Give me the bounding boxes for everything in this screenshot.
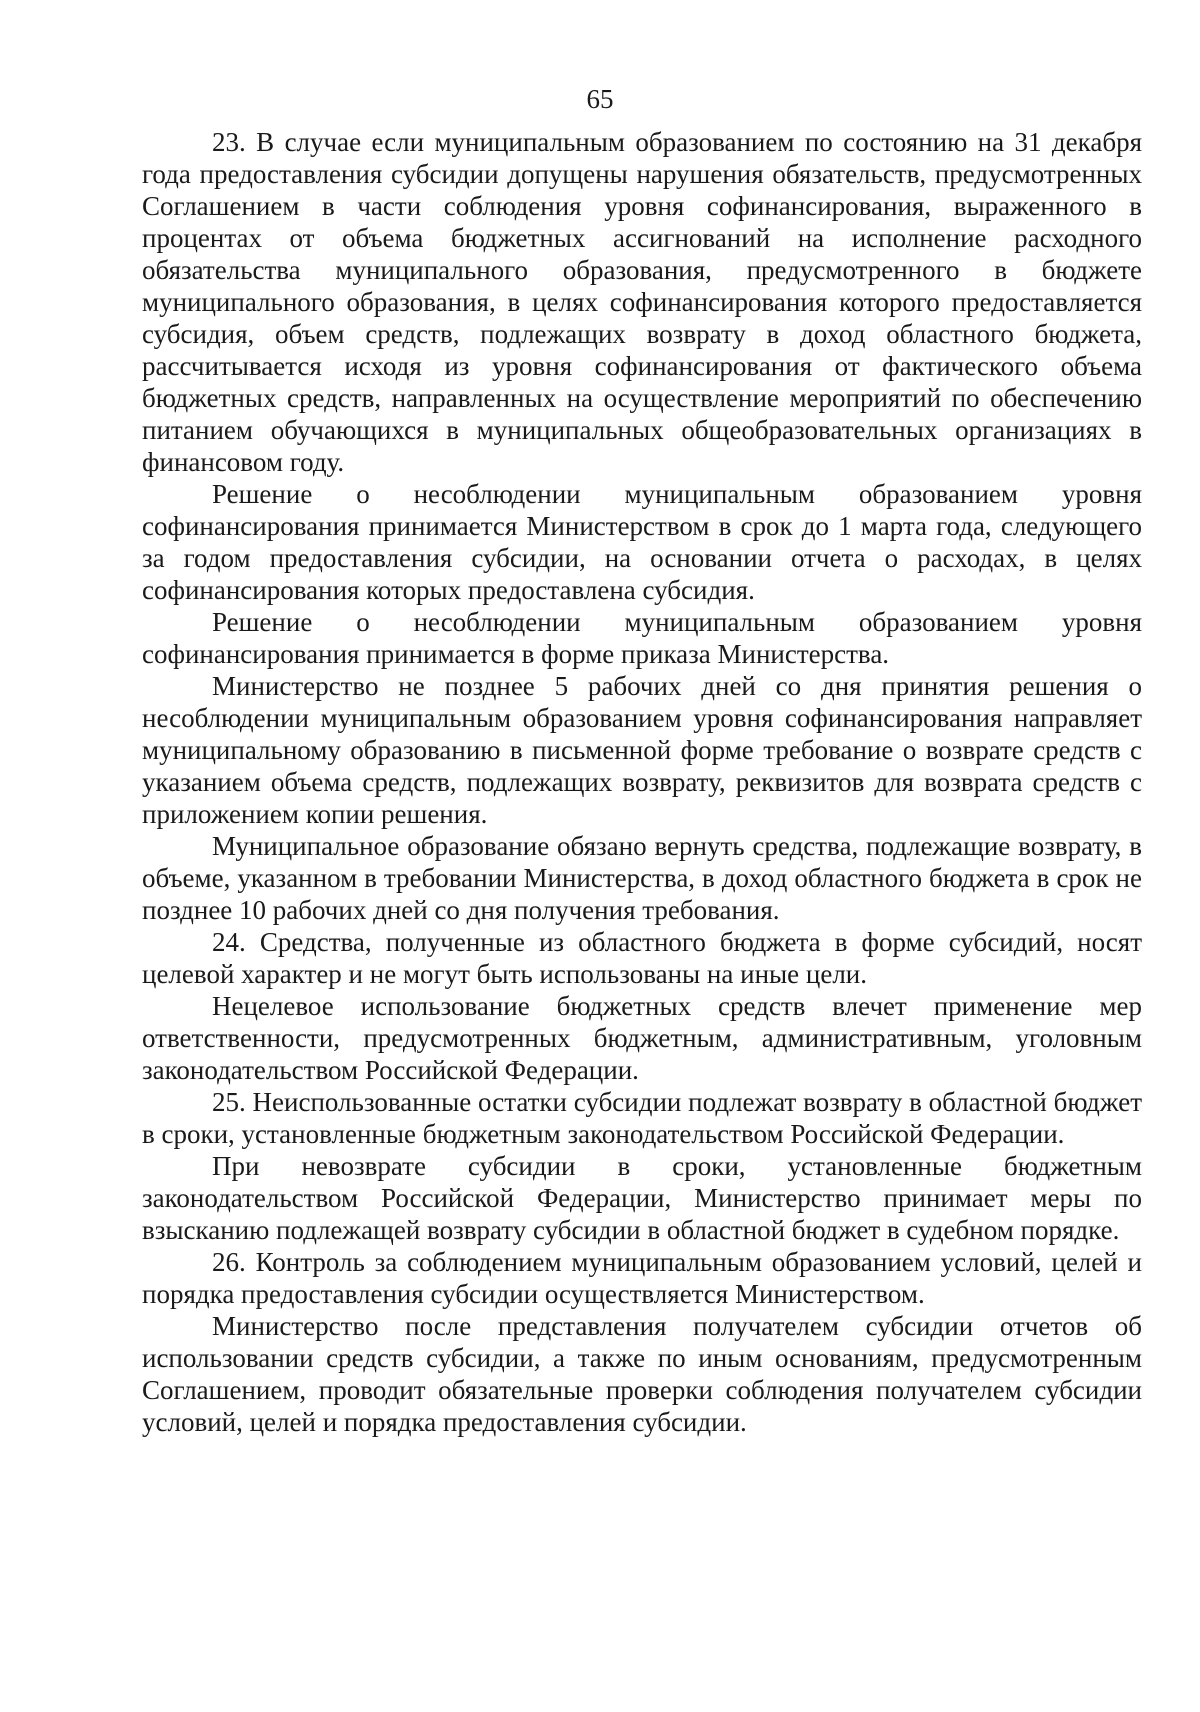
paragraph-25: 25. Неиспользованные остатки субсидии подлежат возврату в областной бюджет в сроки, установленные бюджетным законодательством Российской Федерации. [142,1087,1142,1149]
page-number: 65 [586,84,614,114]
paragraph-decision-noncompliance: Решение о несоблюдении муниципальным образованием уровня софинансирования принимается Министерством в срок до 1 марта года, следующего за годом предоставления субсидии, на основании отчета о расходах, в целях софинансирования которых предоставлена субсидия. [142,479,1142,605]
paragraph-municipal-return: Муниципальное образование обязано вернуть средства, подлежащие возврату, в объеме, указанном в требовании Министерства, в доход областного бюджета в срок не позднее 10 рабочих дней со дня получения требования. [142,831,1142,925]
paragraph-23: 23. В случае если муниципальным образованием по состоянию на 31 декабря года предоставления субсидии допущены нарушения обязательств, предусмотренных Соглашением в части соблюдения уровня софинансирования, выраженного в процентах от объема бюджетных ассигнований на исполнение расходного обязательства муниципального образования, предусмотренного в бюджете муниципального образования, в целях софинансирования которого предоставляется субсидия, объем средств, подлежащих возврату в доход областного бюджета, рассчитывается исходя из уровня софинансирования от фактического объема бюджетных средств, направленных на осуществление мероприятий по обеспечению питанием обучающихся в муниципальных общеобразовательных организациях в финансовом году. [142,127,1142,477]
paragraph-misuse-liability: Нецелевое использование бюджетных средств влечет применение мер ответственности, предусмотренных бюджетным, административным, уголовным законодательством Российской Федерации. [142,991,1142,1085]
paragraph-non-return-measures: При невозврате субсидии в сроки, установленные бюджетным законодательством Российской Федерации, Министерство принимает меры по взысканию подлежащей возврату субсидии в областной бюджет в судебном порядке. [142,1151,1142,1245]
document-body [142,126,1142,1438]
paragraph-ministry-requirement: Министерство не позднее 5 рабочих дней со дня принятия решения о несоблюдении муниципальным образованием уровня софинансирования направляет муниципальному образованию в письменной форме требование о возврате средств с указанием объема средств, подлежащих возврату, реквизитов для возврата средств с приложением копии решения. [142,671,1142,829]
paragraph-26: 26. Контроль за соблюдением муниципальным образованием условий, целей и порядка предоставления субсидии осуществляется Министерством. [142,1247,1142,1309]
paragraph-ministry-inspections: Министерство после представления получателем субсидии отчетов об использовании средств субсидии, а также по иным основаниям, предусмотренным Соглашением, проводит обязательные проверки соблюдения получателем субсидии условий, целей и порядка предоставления субсидии. [142,1311,1142,1437]
paragraph-decision-form: Решение о несоблюдении муниципальным образованием уровня софинансирования принимается в форме приказа Министерства. [142,607,1142,669]
paragraph-24: 24. Средства, полученные из областного бюджета в форме субсидий, носят целевой характер и не могут быть использованы на иные цели. [142,927,1142,989]
